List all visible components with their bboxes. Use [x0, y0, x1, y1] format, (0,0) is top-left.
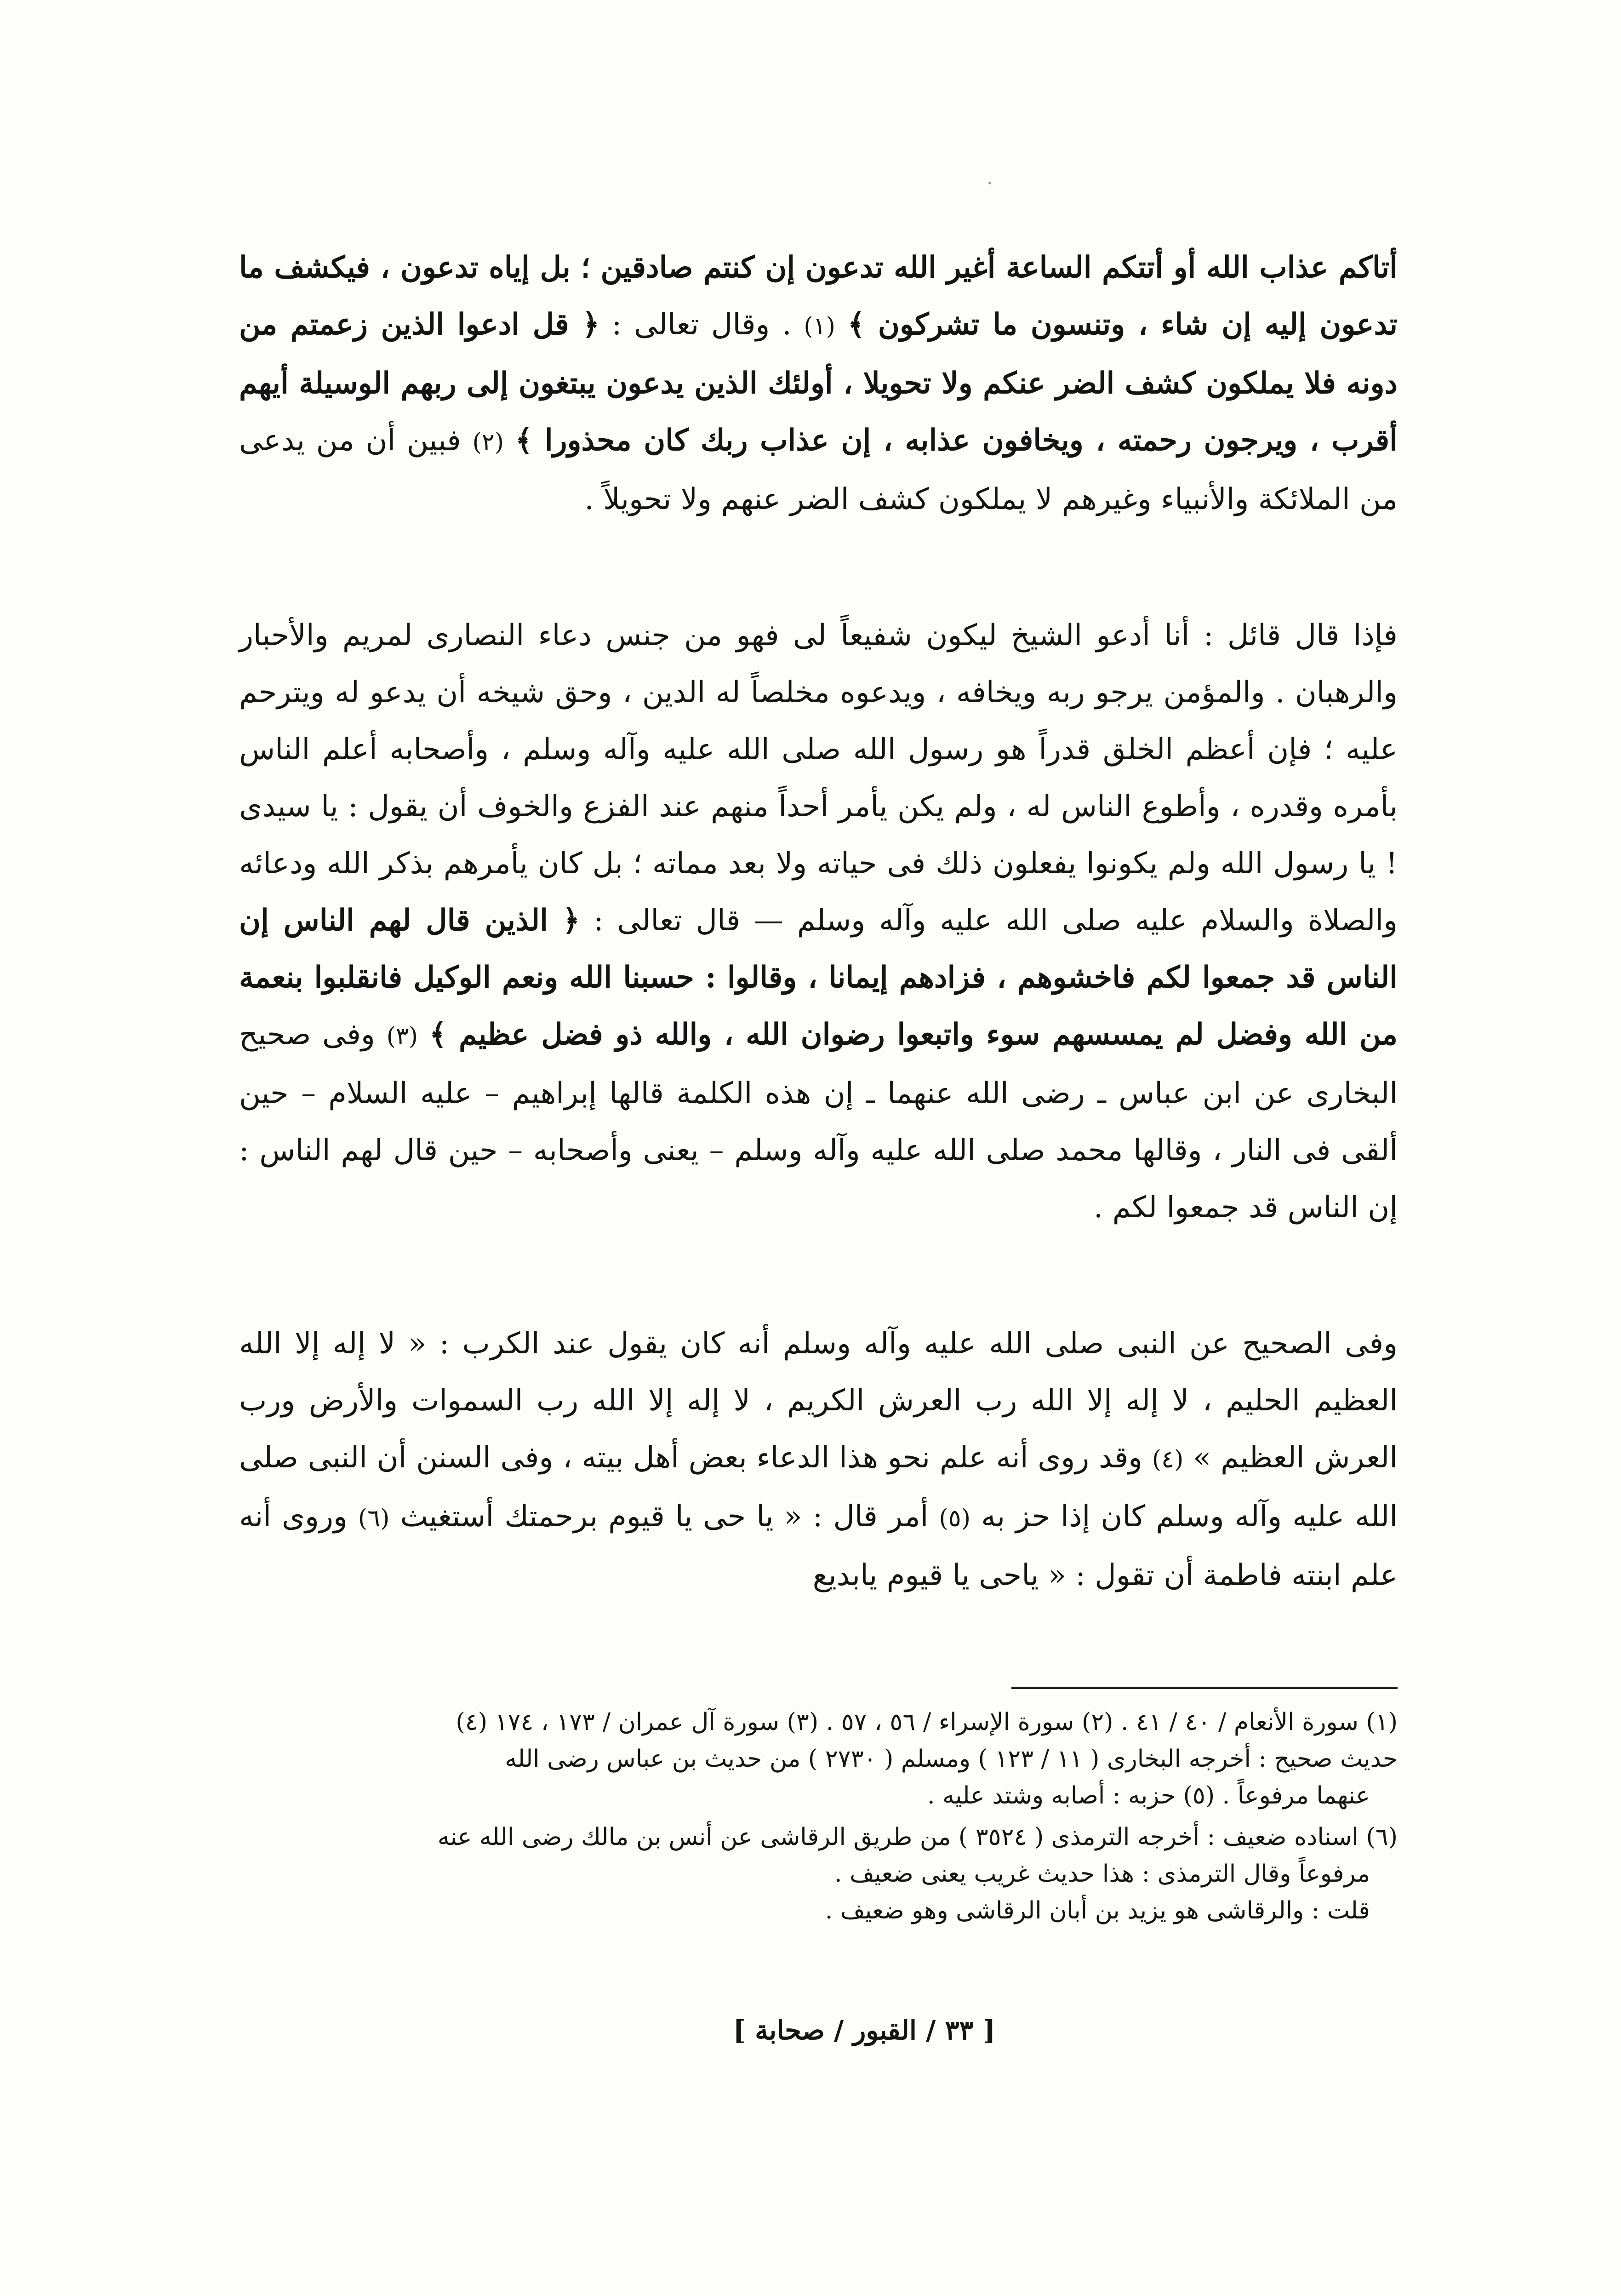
footnote-ref: (٤) — [1152, 1446, 1184, 1473]
paragraph-1 — [239, 239, 1398, 528]
body-text: . وقال تعالى : — [611, 308, 792, 342]
body-text: فإذا قال قائل : أنا أدعو الشيخ ليكون شفيعاً لى فهو من جنس دعاء النصارى لمريم والأحبار والرهبان . والمؤمن يرجو ربه ويخافه ، ويدعوه مخلصاً له الدين ، وحق شيخه أن يدعو له ويترحم عليه ؛ فإن أعظم الخلق قدراً هو رسول الله صلى الله عليه وآله وسلم ، وأصحابه أعلم الناس بأمره وقدره ، وأطوع الناس له ، ولم يكن يأمر أحداً منهم عند الفزع والخوف أن يقول : يا سيدى ! يا رسول الله ولم يكونوا يفعلون ذلك فى حياته ولا بعد مماته ؛ بل كان يأمرهم بذكر الله ودعائه والصلاة والسلام عليه صلى الله عليه وآله وسلم — قال تعالى : — [239, 618, 1398, 938]
body-text: وفى الصحيح عن النبى صلى الله عليه وآله وسلم أنه كان يقول عند الكرب : « لا إله إلا الله العظيم الحليم ، لا إله إلا الله رب العرش الكريم ، لا إله إلا الله رب السموات والأرض ورب العرش العظيم » — [239, 1327, 1398, 1475]
scan-speck — [988, 182, 991, 184]
footnote-line: عنهما مرفوعاً . (٥) حزبه : أصابه وشتد عليه . — [927, 1782, 1370, 1809]
footnotes — [239, 1704, 1398, 1929]
quran-quote: ﴿ قل ادعوا الذين زعمتم من دونه فلا يملكون كشف الضر عنكم ولا تحويلا ، أولئك الذين يدعون يبتغون إلى ربهم الوسيلة أيهم أقرب ، ويرجون رحمته ، ويخافون عذابه ، إن عذاب ربك كان محذورا ﴾ — [239, 307, 1398, 458]
footnote-line: قلت : والرقاشى هو يزيد بن أبان الرقاشى وهو ضعيف . — [825, 1897, 1370, 1924]
quran-quote: ﴿ الذين قال لهم الناس إن الناس قد جمعوا لكم فاخشوهم ، فزادهم إيمانا ، وقالوا : حسبنا الله ونعم الوكيل فانقلبوا بنعمة من الله وفضل لم يمسسهم سوء واتبعوا رضوان الله ، والله ذو فضل عظيم ﴾ — [239, 903, 1398, 1052]
footnote-line: مرفوعاً وقال الترمذى : هذا حديث غريب يعنى ضعيف . — [834, 1860, 1370, 1888]
footnote-ref: (١) — [804, 313, 835, 340]
paragraph-2 — [239, 607, 1398, 1236]
footnote-divider — [1011, 1687, 1398, 1689]
page-signature: [ ٣٣ / القبور / صحابة ] — [733, 2015, 996, 2046]
footnote-line: (١) سورة الأنعام / ٤٠ / ٤١ . (٢) سورة الإسراء / ٥٦ ، ٥٧ . (٣) سورة آل عمران / ١٧٣ ، ١٧٤ (٤) — [456, 1708, 1398, 1736]
footnote-ref: (٦) — [358, 1505, 390, 1532]
body-text: وقد روى أنه علم نحو هذا الدعاء بعض أهل بيته ، وفى السنن أن النبى صلى الله عليه وآله وسلم كان إذا حز به — [239, 1441, 1398, 1534]
body-text: وروى أنه علم ابنته فاطمة أن تقول : « ياحى يا قيوم يابديع — [239, 1500, 1398, 1592]
footnote-ref: (٢) — [472, 429, 504, 456]
quran-quote: أتاكم عذاب الله أو أتتكم الساعة أغير الله تدعون إن كنتم صادقين ؛ بل إياه تدعون ، فيكشف ما تدعون إليه إن شاء ، وتنسون ما تشركون ﴾ — [239, 250, 1398, 342]
footnote-line: حديث صحيح : أخرجه البخارى ( ١١ / ١٢٣ ) ومسلم ( ٢٧٣٠ ) من حديث بن عباس رضى الله — [505, 1745, 1398, 1773]
body-text: وفى صحيح البخارى عن ابن عباس ـ رضى الله عنهما ـ إن هذه الكلمة قالها إبراهيم – عليه السلام – حين ألقى فى النار ، وقالها محمد صلى الله عليه وآله وسلم – يعنى وأصحابه – حين قال لهم الناس : إن الناس قد جمعوا لكم . — [239, 1018, 1398, 1225]
body-text: فبين أن من يدعى من الملائكة والأنبياء وغيرهم لا يملكون كشف الضر عنهم ولا تحويلاً . — [239, 424, 1398, 516]
footnote-line: (٦) اسناده ضعيف : أخرجه الترمذى ( ٣٥٢٤ ) من طريق الرقاشى عن أنس بن مالك رضى الله عنه — [437, 1823, 1398, 1851]
footnote-ref: (٥) — [939, 1505, 970, 1532]
footnote-ref: (٣) — [386, 1023, 418, 1050]
paragraph-3 — [239, 1315, 1398, 1604]
body-text: أمر قال : « يا حى يا قيوم برحمتك أستغيث — [400, 1500, 929, 1534]
